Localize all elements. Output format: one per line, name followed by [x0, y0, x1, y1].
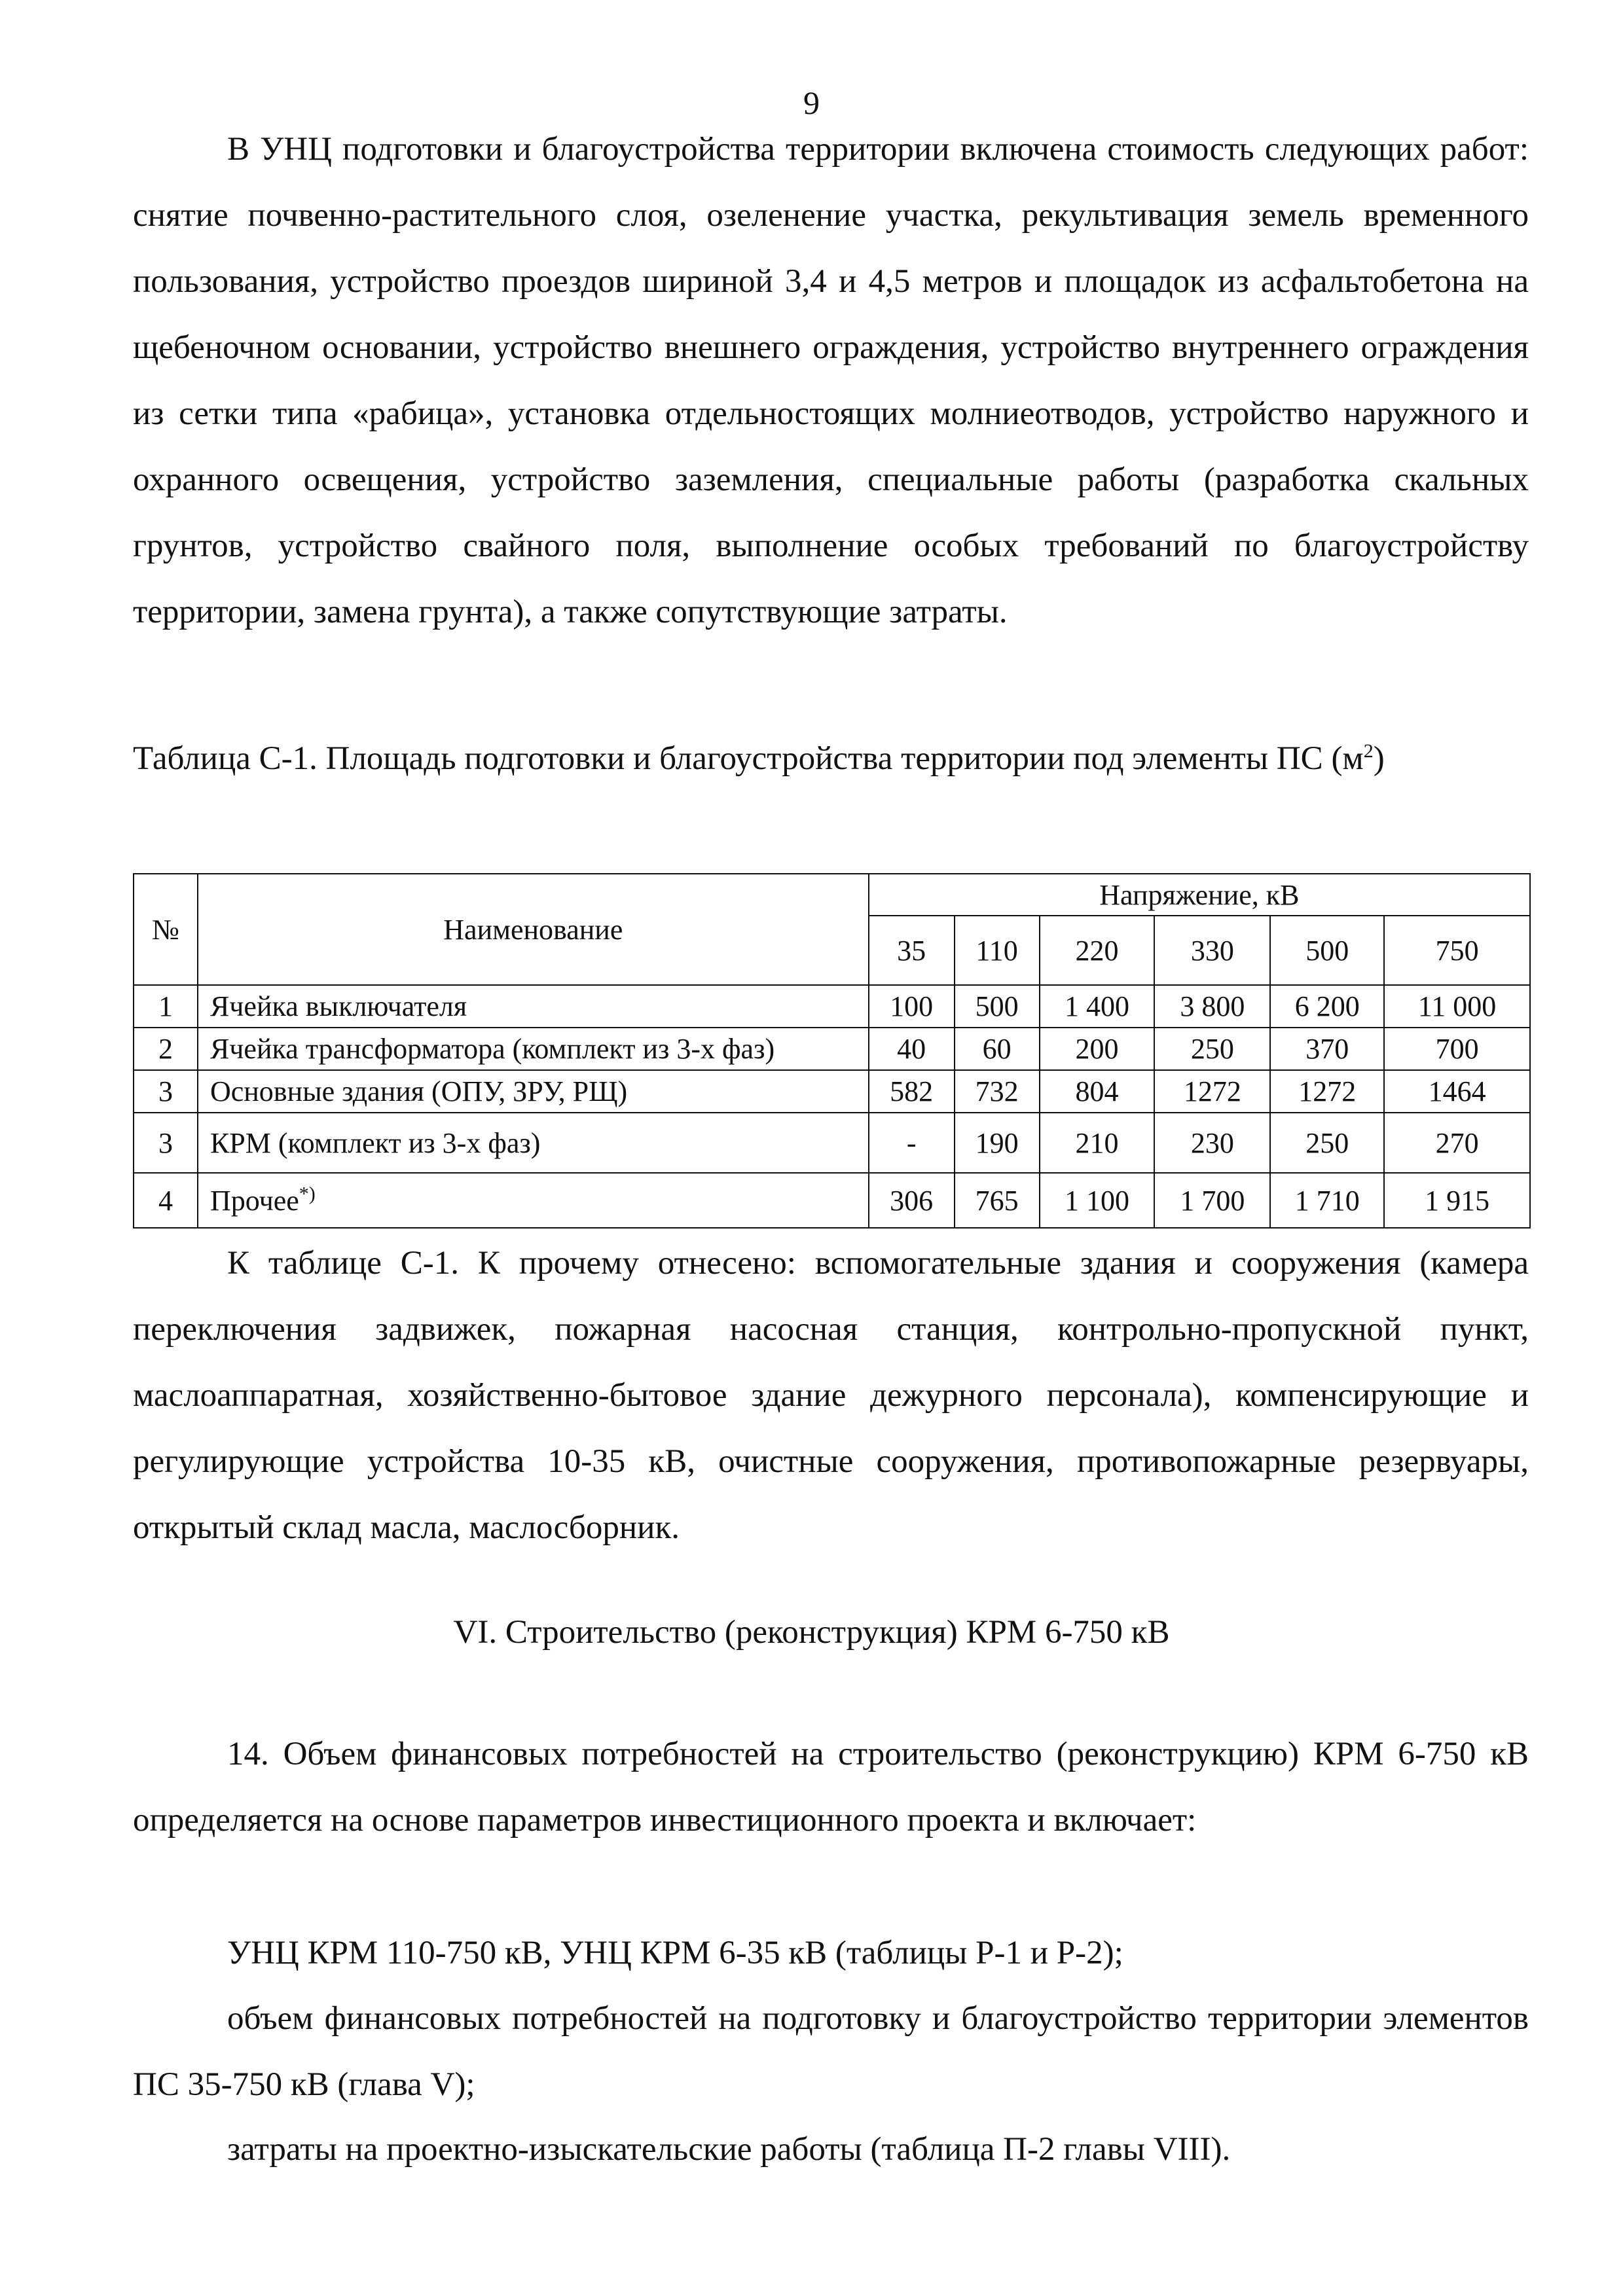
- clause-14: 14. Объем финансовых потребностей на строительство (реконструкцию) КРМ 6-750 кВ определяется на основе параметров инвестиционного проекта и включает:: [133, 1736, 1529, 1839]
- row-value: 1 700: [1154, 1173, 1270, 1228]
- row-value: 700: [1384, 1028, 1530, 1070]
- section-heading: VI. Строительство (реконструкция) КРМ 6-750 кВ: [453, 1614, 1170, 1651]
- row-number: 4: [134, 1173, 198, 1228]
- voltage-cell: 110: [955, 916, 1040, 985]
- area-table: [133, 873, 1531, 1229]
- table-row: [134, 1028, 1530, 1070]
- row-name: [198, 1070, 869, 1113]
- table-caption: [133, 726, 1529, 791]
- voltage-cell: 500: [1270, 916, 1384, 985]
- intro-paragraph: В УНЦ подготовки и благоустройства территории включена стоимость следующих работ: снятие почвенно-растительного слоя, озеленение участка, рекультивация земель временного пользования, устройство проездов шириной 3,4 и 4,5 метров и площадок из асфальтобетона на щебеночном основании, устройство внешнего ограждения, устройство внутреннего ограждения из сетки типа «рабица», установка отдельностоящих молниеотводов, устройство наружного и охранного освещения, устройство заземления, специальные работы (разработка скальных грунтов, устройство свайного поля, выполнение особых требований по благоустройству территории, замена грунта), а также сопутствующие затраты.: [133, 131, 1529, 630]
- row-value: 1 400: [1040, 985, 1155, 1028]
- row-value: 3 800: [1154, 985, 1270, 1028]
- page-number: 9: [803, 84, 820, 121]
- row-value: 1464: [1384, 1070, 1530, 1113]
- row-name-text: КРМ (комплект из 3-х фаз): [210, 1126, 541, 1159]
- row-name-superscript: *): [299, 1182, 316, 1204]
- row-name-text: Ячейка трансформатора (комплект из 3-х фаз): [210, 1033, 775, 1065]
- table-row: [134, 1113, 1530, 1173]
- row-name-text: Прочее: [210, 1184, 299, 1217]
- row-name-text: Основные здания (ОПУ, ЗРУ, РЩ): [210, 1075, 628, 1107]
- header-number: №: [134, 874, 198, 985]
- row-value: 40: [869, 1028, 955, 1070]
- row-value: 60: [955, 1028, 1040, 1070]
- row-number: 2: [134, 1028, 198, 1070]
- row-value: 804: [1040, 1070, 1155, 1113]
- row-value: 11 000: [1384, 985, 1530, 1028]
- row-value: 190: [955, 1113, 1040, 1173]
- row-value: 200: [1040, 1028, 1155, 1070]
- header-name: Наименование: [198, 874, 869, 985]
- row-value: 306: [869, 1173, 955, 1228]
- voltage-cell: 330: [1154, 916, 1270, 985]
- table-caption-text: Таблица С-1. Площадь подготовки и благоустройства территории под элементы ПС (м: [133, 740, 1364, 777]
- row-value: 100: [869, 985, 955, 1028]
- row-name: [198, 1113, 869, 1173]
- row-value: 230: [1154, 1113, 1270, 1173]
- table-row: [134, 985, 1530, 1028]
- row-value: 582: [869, 1070, 955, 1113]
- row-value: 1 710: [1270, 1173, 1384, 1228]
- row-value: -: [869, 1113, 955, 1173]
- row-name: [198, 985, 869, 1028]
- row-name: [198, 1028, 869, 1070]
- row-number: 3: [134, 1070, 198, 1113]
- row-number: 1: [134, 985, 198, 1028]
- row-value: 250: [1154, 1028, 1270, 1070]
- row-number: 3: [134, 1113, 198, 1173]
- row-value: 1 100: [1040, 1173, 1155, 1228]
- voltage-cell: 750: [1384, 916, 1530, 985]
- header-voltage: Напряжение, кВ: [869, 874, 1530, 916]
- row-name-text: Ячейка выключателя: [210, 990, 467, 1022]
- row-value: 500: [955, 985, 1040, 1028]
- row-value: 1272: [1154, 1070, 1270, 1113]
- row-value: 765: [955, 1173, 1040, 1228]
- row-value: 210: [1040, 1113, 1155, 1173]
- row-value: 250: [1270, 1113, 1384, 1173]
- table-note: К таблице С-1. К прочему отнесено: вспомогательные здания и сооружения (камера переключения задвижек, пожарная насосная станция, контрольно-пропускной пункт, маслоаппаратная, хозяйственно-бытовое здание дежурного персонала), компенсирующие и регулирующие устройства 10-35 кВ, очистные сооружения, противопожарные резервуары, открытый склад масла, маслосборник.: [133, 1245, 1529, 1546]
- table-caption-end: ): [1373, 740, 1385, 777]
- row-name: [198, 1173, 869, 1228]
- row-value: 732: [955, 1070, 1040, 1113]
- row-value: 1 915: [1384, 1173, 1530, 1228]
- voltage-cell: 220: [1040, 916, 1155, 985]
- table-row: [134, 1173, 1530, 1228]
- table-header-row: [134, 874, 1530, 916]
- table-row: [134, 1070, 1530, 1113]
- row-value: 370: [1270, 1028, 1384, 1070]
- row-value: 6 200: [1270, 985, 1384, 1028]
- row-value: 270: [1384, 1113, 1530, 1173]
- table-caption-superscript: 2: [1363, 740, 1374, 762]
- list-item: УНЦ КРМ 110-750 кВ, УНЦ КРМ 6-35 кВ (таблицы Р-1 и Р-2);: [227, 1935, 1123, 1971]
- row-value: 1272: [1270, 1070, 1384, 1113]
- list-item: затраты на проектно-изыскательские работы (таблица П-2 главы VIII).: [227, 2131, 1231, 2168]
- voltage-cell: 35: [869, 916, 955, 985]
- list-item: объем финансовых потребностей на подготовку и благоустройство территории элементов ПС 35-750 кВ (глава V);: [133, 2000, 1529, 2103]
